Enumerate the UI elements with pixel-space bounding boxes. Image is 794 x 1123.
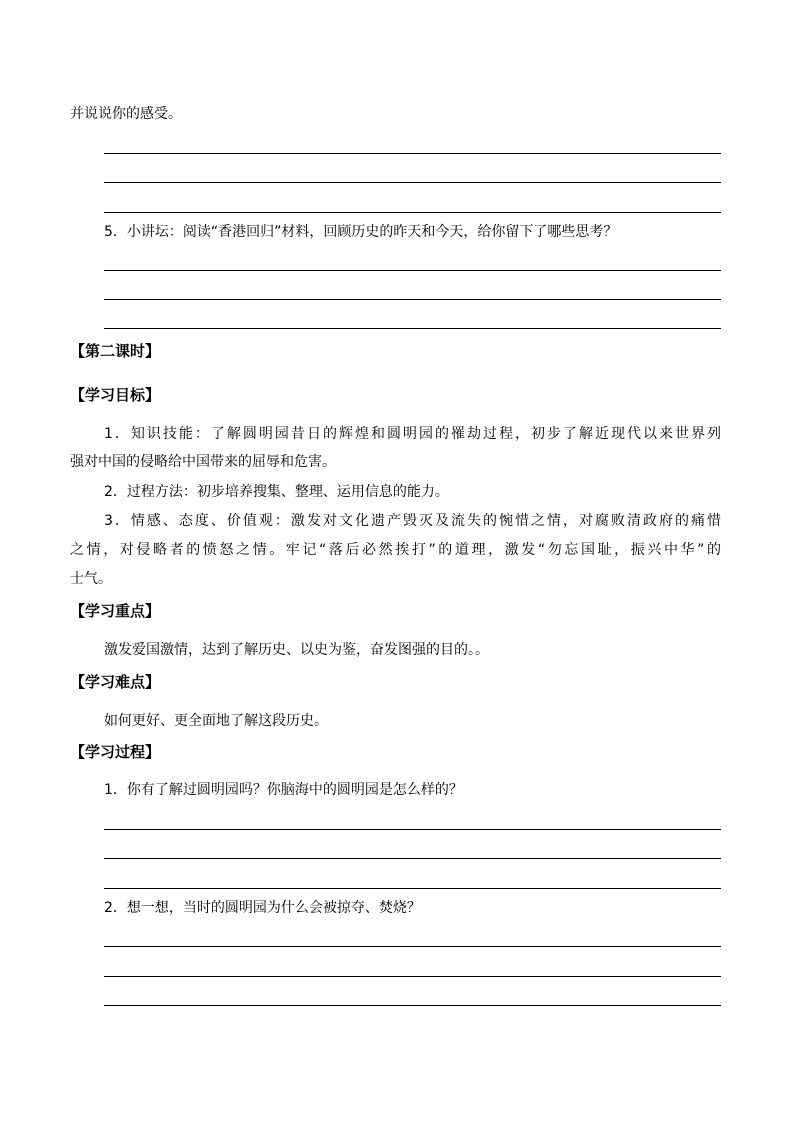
process-question-1: 1．你有了解过圆明园吗？你脑海中的圆明园是怎么样的？: [104, 782, 463, 798]
answer-line: [104, 153, 721, 154]
question-5: 5．小讲坛：阅读“香港回归”材料，回顾历史的昨天和今天，给你留下了哪些思考？: [104, 224, 618, 240]
objective-3-line-2: 之情，对侵略者的愤怒之情。牢记“落后必然挨打”的道理，激发“勿忘国耻，振兴中华”的: [70, 542, 721, 558]
answer-line: [104, 212, 721, 213]
objective-3-line-3: 士气。: [70, 571, 112, 587]
process-heading: 【学习过程】: [70, 743, 161, 761]
key-points-text: 激发爱国激情，达到了解历史、以史为鉴，奋发图强的目的。。: [104, 642, 489, 658]
answer-line: [104, 270, 721, 271]
process-question-2: 2．想一想，当时的圆明园为什么会被掠夺、焚烧？: [104, 900, 421, 916]
answer-line: [104, 299, 721, 300]
key-points-heading: 【学习重点】: [70, 602, 161, 620]
answer-line: [104, 946, 721, 947]
objective-1-line-2: 强对中国的侵略给中国带来的屈辱和危害。: [70, 454, 336, 470]
answer-line: [104, 182, 721, 183]
difficulty-text: 如何更好、更全面地了解这段历史。: [104, 713, 328, 729]
objective-3-line-1: 3．情感、态度、价值观：激发对文化遗产毁灭及流失的惋惜之情，对腐败清政府的痛惜: [104, 513, 721, 529]
lesson-heading: 【第二课时】: [70, 342, 161, 360]
objective-1-line-1: 1．知识技能：了解圆明园昔日的辉煌和圆明园的罹劫过程，初步了解近现代以来世界列: [104, 426, 721, 442]
answer-line: [104, 858, 721, 859]
objective-2: 2．过程方法：初步培养搜集、整理、运用信息的能力。: [104, 484, 449, 500]
answer-line: [104, 328, 721, 329]
difficulty-heading: 【学习难点】: [70, 673, 161, 691]
answer-line: [104, 888, 721, 889]
answer-line: [104, 1005, 721, 1006]
answer-line: [104, 976, 721, 977]
objectives-heading: 【学习目标】: [70, 386, 161, 404]
prev-question-continuation: 并说说你的感受。: [70, 106, 182, 122]
answer-line: [104, 829, 721, 830]
